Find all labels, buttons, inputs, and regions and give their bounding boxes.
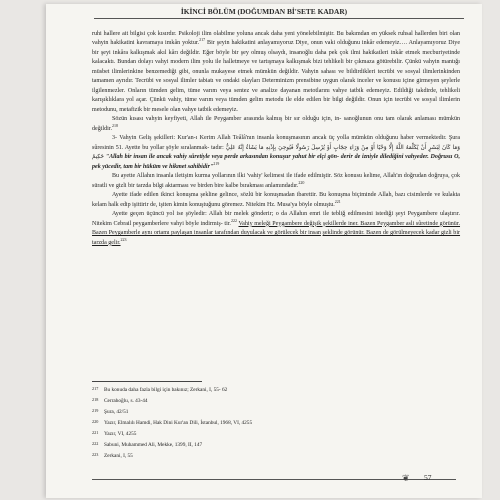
footnote: 217 Bu konuda daha fazla bilgi için bakınız; Zerkani, I, 55- 62 [92,386,228,393]
paragraph-5: Ayette ifade edilen ikinci konuşma şekline gelince, sözlü bir konuşmadan ibarettir. Bu konuşma biçiminde Allah, bazı cisimlerde ve kulakta kelam halk edip işittirir de, işiten kimin konuştuğunu göremez. Nitekim Hz. Musa'ya böyle olmuştu.$^{221}$ [92,192,460,208]
body-text [92,30,460,248]
arabic-verse-end: حَكِيمٌ [92,154,104,161]
page-number: 57 [424,473,432,482]
footnote: 223 Zerkani, I, 55 [92,452,133,459]
footnote: 221 Yazır, VI, 4255 [92,430,137,437]
footnote: 222 Sabuni, Muhammed Ali, Mekke, 1399, II, 147 [92,441,203,448]
footnotes [92,384,460,461]
paragraph-3: 3- Vahyin Geliş şekilleri: Kur'an-ı Kerim Allah Teâlâ'nın insanla konuşmasının ancak üç yolla mümkün olduğunu haber vermektedir. Şura sûresinin 51. Ayette bu yollar şöyle sıralanmak- tadır: وَمَا كَانَ لِبَشَرٍ أَنْ يُكَلِّمَهُ اللَّهُ إِلَّا وَحْيًا أَوْ مِنْ وَرَاءِ حِجَابٍ أَوْ يُرْسِلَ رَسُولًا فَيُوحِيَ بِإِذْنِهِ مَا يَشَاءُ إِنَّهُ عَلِيٌّ حَكِيمٌ "Allah bir insan ile ancak vahiy sûretiyle veya perde arkasından konuşur yahut bir elçi gön- derir de izniyle dilediğini vahyeder. Doğrusu O, pek yücedir, tam bir hüküm ve hikmet sahibidir"$^{219}$ [92,135,461,170]
verse-translation: "Allah bir insan ile ancak vahiy sûretiyle veya perde arkasından konuşur yahut bir elçi gön- [105,154,339,161]
arabic-verse: وَمَا كَانَ لِبَشَرٍ أَنْ يُكَلِّمَهُ اللَّهُ إِلَّا وَحْيًا أَوْ مِنْ وَرَاءِ حِجَابٍ أَوْ يُرْسِلَ رَسُولًا فَيُوحِيَ بِإِذْنِهِ مَا يَشَاءُ إِنَّهُ عَلِيٌّ [225,144,460,151]
footnote: 219 Şura, 42/51 [92,408,129,415]
paragraph-6: Ayette geçen üçüncü yol ise şöyledir: Allah bir melek gönderir; o da Allahın emri ile tebliğ edilmesini istediği şeyi Peygambere ulaştırır. Nitekim Cebrail peygamberlere vahyi böyle indirmiş- tir.$^{222}$ Vahiy meleği Peygambere değişik şekillerde iner. Bazen Peygamber asli sûretinde görünür. Bazen Peygamberle aynı ortamı paylaşan insanlar tarafından duyulacak ve görülecek bir insan şeklinde görünür. Bazen de görülmeyecek kadar gizli bir tarzda gelir.$^{223}$ [92,211,461,246]
book-page [46,4,482,498]
header-rule [94,18,464,19]
footnote-separator [92,381,202,382]
footnote: 220 Yazır, Elmalılı Hamdi, Hak Dini Kur'an Dili, İstanbul, 1968, VI, 4255 [92,419,253,426]
paragraph-4: Bu ayette Allahın insanla iletişim kurma yollarının ilki 'vahiy' kelimesi ile ifade edilmiştir. Söz konusu kelime, Allah'ın doğrudan doğruya, çok süratli ve gizli bir tarzda bilgi aktarması ve birden bire kalbe bırakması anlamındadır.$^{220}$ [92,173,460,189]
chapter-header: İKİNCİ BÖLÜM (DOĞUMDAN Bİ'SETE KADAR) [180,7,348,16]
paragraph-2: Sözün kısası vahyin keyfiyeti, Allah ile Peygamber arasında kalmış bir sır olduğu için, in- sanoğlunun onu tam olarak anlaması mümkün değildir.$^{218}$ [92,116,460,132]
footnote: 218 Cerrahoğlu, s. 43-44 [92,397,148,404]
paragraph-1: ruhi hallere ait bilgisi çok kısırdır. Psikoloji ilim olabilme yoluna ancak daha yeni yönelebilmiştir. Bu bakımdan en yüksek ruhsal hallerden biri olan vahyin hakikatini kavramaya imkân yoktur.$^{217}$ Bir şeyin hakikatini anlayamıyoruz Diye, onun vaki olduğunu inkâr edemeyiz…. Anlayamıyoruz Diye bir şeyi inkâra kalkışmak akıl kârı değildir. Eğer böyle bir şey olmuş olsaydı, insanoğlu daha pek çok ilmi hakikatleri inkâr etmek mecburiyetinde kalacaktı. Bundan dolayı vahyi modern ilim yolu ile halletmeye ve tartışmaya kalkışmak bizi tehlikeli bir çıkmaza götürebilir. Çünkü vahyin mantığı müsbet ilimlerinkine benzemediği gibi, onunla mukayese etmek mümkün değildir. Vahyin sahası ve bildirdikleri tecrübi ve sosyal ilimlerinkinden tamamen ayrıdır. Tecrübi ve sosyal ilimler tabiatı ve ondaki olayları Determinizm prensibine uygun olarak inceler ve konusu içine girmeyen şeylerle ilgilenmezler. Onların tümden gelim, tüme varım veya sentez ve analize dayanan metotlarını vahye tatbik edemeyiz. Edildiği takdirde, tehlikeli karışıklıklara yol açar. Çünkü vahiy, tüme varım veya tümden gelim metodu ile elde edilen bir bilgi değildir. Onun için tecrübi ve sosyal ilimlerin metodunu, metafizik bir mesele olan vahye tatbik edemeyiz. [92,31,461,113]
ornament-icon: ❦ [402,473,410,483]
